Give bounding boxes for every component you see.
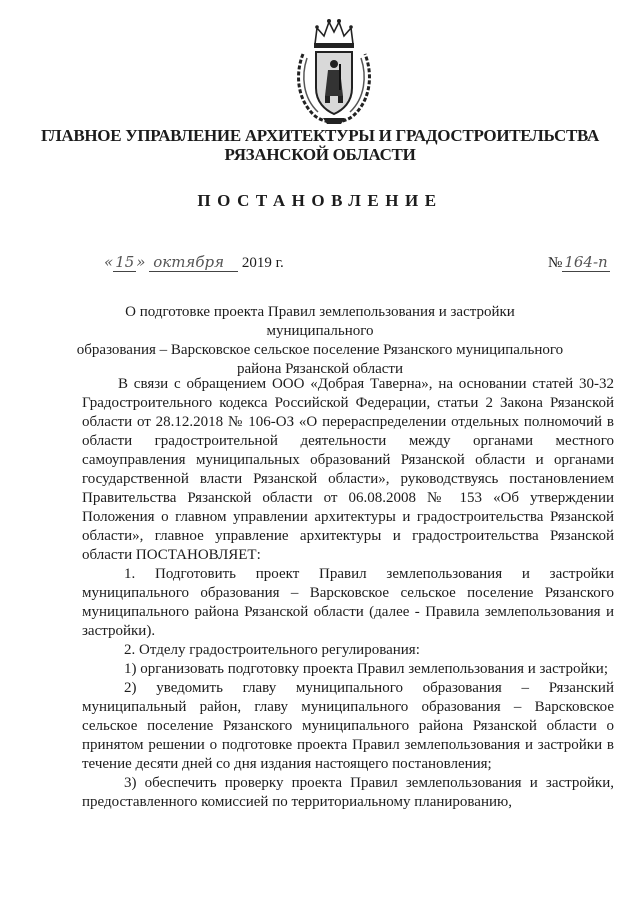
subject-line-2: образования – Варсковское сельское поселение Рязанского муниципального (76, 342, 564, 358)
issuing-authority (40, 126, 600, 164)
date-open-quote: « (104, 253, 114, 271)
authority-line-2: РЯЗАНСКОЙ ОБЛАСТИ (224, 145, 416, 164)
clause-1: 1. Подготовить проект Правил землепользования и застройки муниципального образования – Варсковское сельское поселение Рязанского муниципального района Рязанской области (далее - Правила землепользования и застройки). (82, 566, 614, 639)
document-number (548, 253, 610, 272)
coat-of-arms-emblem (293, 14, 375, 126)
document-date (104, 253, 284, 272)
number-prefix: № (548, 255, 563, 271)
date-day: 15 (115, 253, 135, 271)
subject-line-1: О подготовке проекта Правил землепользования и застройки муниципального (125, 304, 515, 339)
date-month: октября (149, 253, 238, 272)
clause-2-subitem-2: 2) уведомить главу муниципального образования – Рязанский муниципальный район, главу муниципального образования – Варсковское сельское поселение Рязанского муниципального района Рязанской области о принятом решении о подготовке проекта Правил землепользования и застройки в течение десяти дней со дня издания настоящего постановления; (82, 680, 614, 772)
clause-2: 2. Отделу градостроительного регулирования: (124, 642, 420, 658)
document-body (82, 375, 614, 812)
subject-line-3: района Рязанской области (236, 361, 403, 377)
number-value: 164-п (564, 253, 608, 271)
date-close-quote: » (136, 253, 146, 271)
document-subject (70, 303, 570, 379)
preamble-paragraph: В связи с обращением ООО «Добрая Таверна», на основании статей 30-32 Градостроительного кодекса Российской Федерации, статьи 2 Закона Рязанской области от 28.12.2018 № 106-ОЗ «О перераспределении отдельных полномочий в области градостроительной деятельности между органами местного самоуправления муниципальных образований Рязанской области и органами государственной власти Рязанской области», руководствуясь постановлением Правительства Рязанской области от 06.08.2008 № 153 «Об утверждении Положения о главном управлении архитектуры и градостроительства Рязанской области», главное управление архитектуры и градостроительства Рязанской области ПОСТАНОВЛЯЕТ: (82, 376, 614, 563)
date-year: 2019 г. (241, 255, 284, 271)
clause-2-subitem-3: 3) обеспечить проверку проекта Правил землепользования и застройки, предоставленного комиссией по территориальному планированию, (82, 775, 614, 810)
clause-2-subitem-1: 1) организовать подготовку проекта Правил землепользования и застройки; (124, 661, 608, 677)
document-type-title: ПОСТАНОВЛЕНИЕ (197, 191, 443, 210)
authority-line-1: ГЛАВНОЕ УПРАВЛЕНИЕ АРХИТЕКТУРЫ И ГРАДОСТРОИТЕЛЬСТВА (41, 126, 599, 145)
